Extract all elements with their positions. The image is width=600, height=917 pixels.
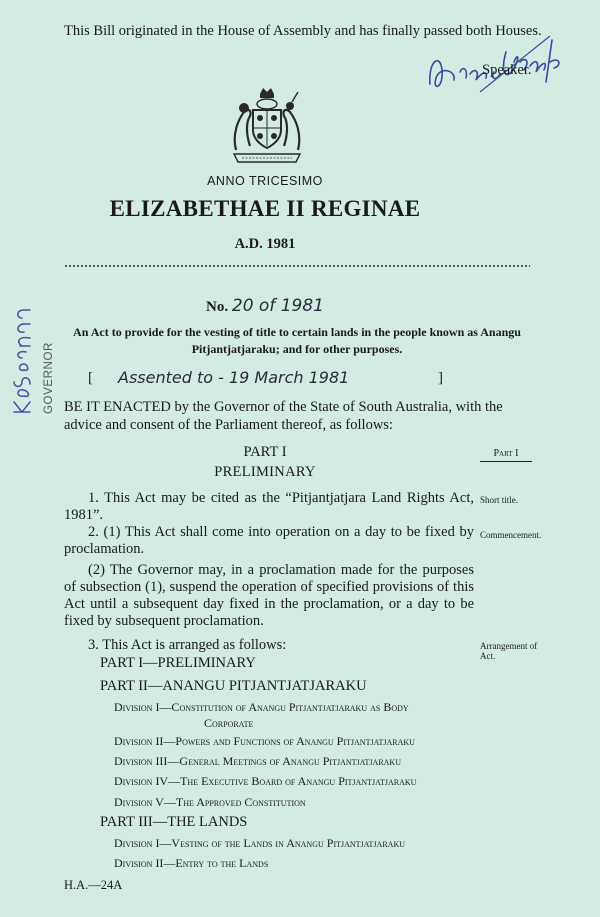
assent-close-bracket: ] [438, 370, 443, 386]
arrangement-item: Division II—Entry to the Lands [114, 856, 269, 870]
assent-open-bracket: [ [88, 370, 93, 386]
margin-part-label: Part I [480, 448, 532, 462]
origin-note: This Bill originated in the House of Assembly and has finally passed both Houses. [64, 23, 542, 39]
assent-line [88, 370, 448, 392]
section-2-2: (2) The Governor may, in a proclamation made for the purposes of subsection (1), suspend the operation of specified provisions of this Act until a subsequent day fixed in the proclamation, or a day to be fixed by subsequent proclamation. [64, 562, 474, 629]
speaker-label: Speaker. [482, 62, 532, 78]
reginae-heading: ELIZABETHAE II REGINAE [109, 196, 421, 221]
governor-label: GOVERNOR [43, 342, 55, 414]
section-1: 1. This Act may be cited as the “Pitjantjatjara Land Rights Act, 1981”. [64, 490, 474, 523]
act-number [0, 296, 530, 316]
act-number-label: No. [206, 299, 229, 315]
margin-note-short-title: Short title. [480, 495, 518, 505]
asterisk-divider [64, 264, 530, 270]
footer-code: H.A.—24A [64, 878, 123, 892]
arrangement-item: PART III—THE LANDS [100, 814, 248, 830]
part-heading: PART I [243, 444, 287, 460]
assent-handwritten: Assented to - 19 March 1981 [118, 368, 350, 387]
margin-note-arrangement: Arrangement of Act. [480, 641, 538, 661]
arrangement-item: Division IV—The Executive Board of Anangu Pitjantjatjaraku [114, 774, 417, 788]
section-2-1: 2. (1) This Act shall come into operation on a day to be fixed by proclamation. [64, 524, 474, 557]
act-number-handwritten: 20 of 1981 [231, 296, 324, 316]
governor-stamp [6, 292, 58, 422]
arrangement-item: PART I—PRELIMINARY [100, 655, 256, 671]
arrangement-item: Corporate [204, 716, 254, 730]
margin-note-commencement: Commencement. [480, 530, 542, 540]
coat-of-arms-icon [222, 84, 312, 168]
ad-year: A.D. 1981 [234, 236, 296, 252]
part-subheading: PRELIMINARY [214, 464, 316, 480]
arrangement-item: Division I—Constitution of Anangu Pitjantjatjaraku as Body [114, 700, 409, 714]
arrangement-item: Division II—Powers and Functions of Anangu Pitjantjatjaraku [114, 734, 415, 748]
arrangement-item: Division I—Vesting of the Lands in Anangu Pitjantjatjaraku [114, 836, 405, 850]
anno-line: ANNO TRICESIMO [207, 174, 323, 188]
arrangement-item: Division III—General Meetings of Anangu Pitjantjatjaraku [114, 754, 401, 768]
section-3: 3. This Act is arranged as follows: [88, 637, 287, 653]
enacting-clause: BE IT ENACTED by the Governor of the State of South Australia, with the advice and consent of the Parliament thereof, as follows: [64, 399, 503, 433]
arrangement-item: Division V—The Approved Constitution [114, 795, 306, 809]
arrangement-item: PART II—ANANGU PITJANTJATJARAKU [100, 678, 367, 694]
long-title: An Act to provide for the vesting of title to certain lands in the people known as Anangu Pitjantjatjaraku; and for other purposes. [73, 325, 521, 356]
